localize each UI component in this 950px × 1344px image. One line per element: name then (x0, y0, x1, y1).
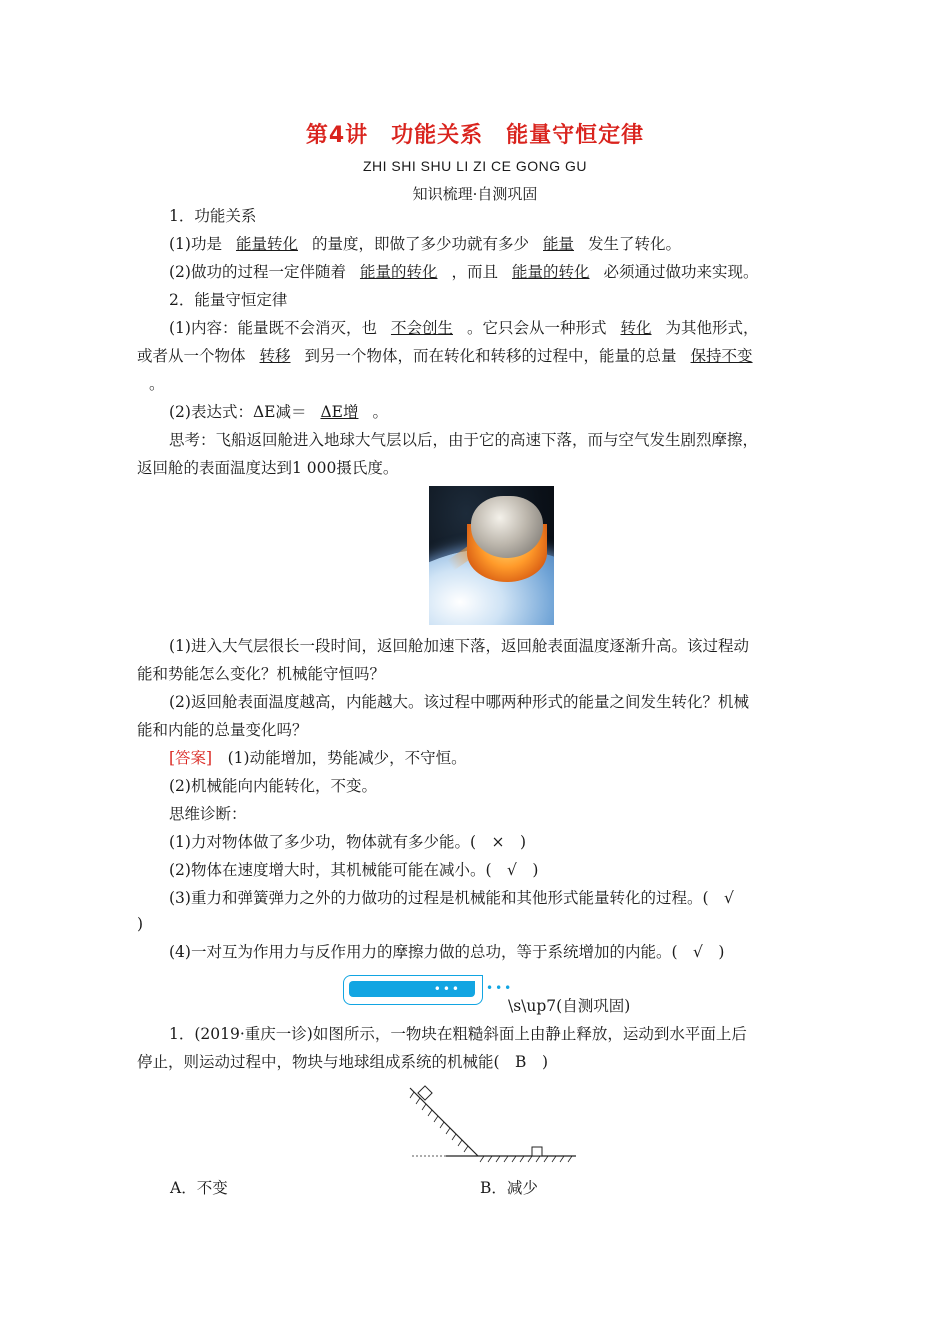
answer-1: [答案] (1)动能增加，势能减少，不守恒。 (169, 749, 467, 767)
blank-answer: 能量的转化 (512, 263, 590, 281)
capsule-body (471, 496, 543, 558)
statement-content-cont: 或者从一个物体 转移 到另一个物体，而在转化和转移的过程中，能量的总量 保持不变 (137, 346, 817, 366)
self-test-label: \s\up7(自测巩固) (508, 997, 631, 1015)
statement-1: (1)功是 能量转化 的量度，即做了多少功就有多少 能量 发生了转化。 (169, 235, 682, 253)
question-1: (1)进入大气层很长一段时间，返回舱加速下落，返回舱表面温度逐渐升高。该过程动 (169, 637, 749, 655)
exercise-1: 1．(2019·重庆一诊)如图所示，一物块在粗糙斜面上由静止释放，运动到水平面上后 (169, 1025, 747, 1043)
option-a: A．不变 (170, 1179, 228, 1197)
heading-conservation: 2．能量守恒定律 (169, 291, 288, 309)
blank-answer: 能量转化 (235, 235, 298, 253)
banner-dots-outer: ••• (486, 981, 514, 995)
blank-answer: 能量的转化 (359, 263, 438, 281)
exercise-1-cont: 停止，则运动过程中，物块与地球组成系统的机械能( B ) (137, 1053, 548, 1071)
statement-2: (2)做功的过程一定伴随着 能量的转化 ，而且 能量的转化 必须通过做功来实现。 (169, 263, 759, 281)
statement-content: (1)内容：能量既不会消灭，也 不会创生 。它只会从一种形式 转化 为其他形式， (169, 319, 759, 337)
blank-answer: 能量 (543, 235, 575, 253)
page-title: 第4讲 功能关系 能量守恒定律 (305, 123, 645, 148)
diagnosis-2: (2)物体在速度增大时，其机械能可能在减小。( √ ) (169, 861, 539, 879)
thinking-question: 思考：飞船返回舱进入地球大气层以后，由于它的高速下落，而与空气发生剧烈摩擦， (169, 431, 759, 449)
reentry-capsule-image (429, 486, 554, 625)
diagnosis-4: (4)一对互为作用力与反作用力的摩擦力做的总功，等于系统增加的内能。( √ ) (169, 943, 725, 961)
expression-line: (2)表达式：ΔE减＝ ΔE增 。 (169, 403, 388, 421)
pinyin-subtitle: ZHI SHI SHU LI ZI CE GONG GU (362, 158, 588, 174)
question-2: (2)返回舱表面温度越高，内能越大。该过程中哪两种形式的能量之间发生转化？机械 (169, 693, 749, 711)
option-b: B．减少 (480, 1179, 538, 1197)
blank-answer: ΔE增 (320, 403, 359, 421)
question-1-cont: 能和势能怎么变化？机械能守恒吗？ (137, 665, 386, 683)
blank-answer: 转移 (259, 347, 291, 365)
diagnosis-1: (1)力对物体做了多少功，物体就有多少能。( × ) (169, 833, 527, 851)
thinking-question-cont: 返回舱的表面温度达到1 000摄氏度。 (137, 459, 399, 477)
banner-dots: ••• (433, 982, 461, 996)
answer-2: (2)机械能向内能转化，不变。 (169, 777, 377, 795)
heading-work-energy: 1．功能关系 (169, 207, 257, 225)
diagnosis-3-cont: ) (137, 915, 144, 933)
section-banner (343, 975, 514, 1005)
diagnosis-3: (3)重力和弹簧弹力之外的力做功的过程是机械能和其他形式能量转化的过程。( √ (169, 889, 734, 907)
diagnosis-heading: 思维诊断： (169, 805, 247, 823)
statement-content-end: 。 (149, 375, 165, 393)
blank-answer: 转化 (620, 319, 652, 337)
incline-diagram (408, 1080, 578, 1170)
blank-answer: 不会创生 (390, 319, 453, 337)
answer-tag: [答案] (169, 749, 213, 767)
blank-answer: 保持不变 (690, 347, 753, 365)
question-2-cont: 能和内能的总量变化吗？ (137, 721, 308, 739)
section-heading: 知识梳理·自测巩固 (412, 185, 538, 203)
